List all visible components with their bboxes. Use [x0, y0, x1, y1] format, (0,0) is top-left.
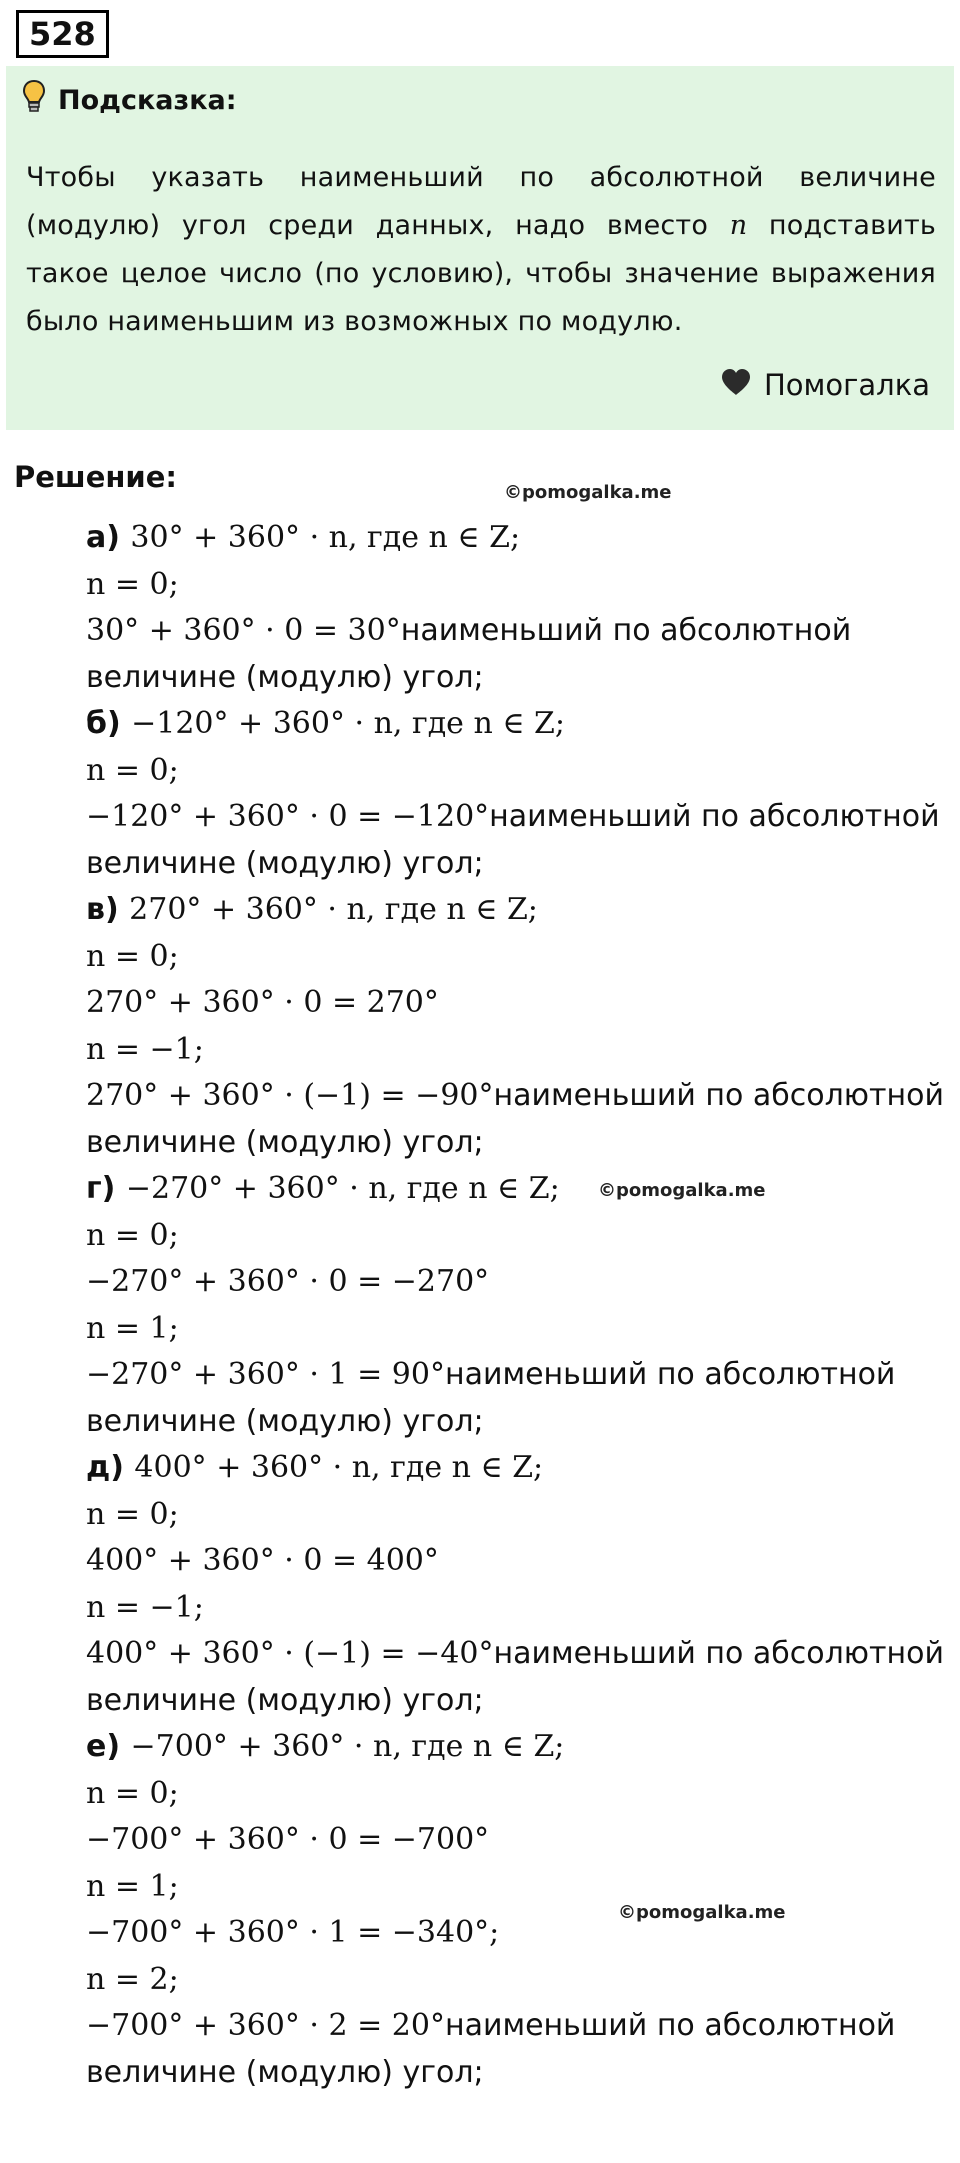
solution-line — [86, 2008, 895, 2043]
hint-header — [22, 80, 237, 120]
solution-line — [86, 2055, 484, 2090]
math-expression: n = 0; — [86, 1218, 179, 1253]
explanation-text: величине (модулю) угол; — [86, 1125, 484, 1160]
solution-line — [86, 1311, 179, 1346]
explanation-text: наименьший по абсолютной — [400, 613, 852, 648]
math-expression: −270° + 360° · 0 = −270° — [86, 1264, 490, 1299]
explanation-text: наименьший по абсолютной — [493, 1078, 944, 1113]
math-expression: 270° + 360° · 0 = 270° — [86, 985, 439, 1020]
hint-variable: n — [729, 210, 748, 241]
solution-line — [86, 1404, 484, 1439]
watermark: ©pomogalka.me — [598, 1180, 766, 1201]
item-label: е) — [86, 1729, 131, 1764]
math-expression: n = 0; — [86, 753, 179, 788]
solution-line — [86, 985, 439, 1020]
brand-link[interactable] — [720, 362, 930, 408]
brand-name: Помогалка — [764, 368, 930, 402]
math-expression: −700° + 360° · n, где n ∈ Z; — [130, 1729, 565, 1764]
solution-line — [86, 799, 940, 834]
watermark: ©pomogalka.me — [618, 1902, 786, 1923]
solution-line — [86, 1078, 944, 1113]
hint-text — [26, 154, 936, 346]
solution-line — [86, 1171, 560, 1206]
hint-title: Подсказка: — [58, 84, 237, 116]
solution-line — [86, 1125, 484, 1160]
math-expression: n = 0; — [86, 939, 179, 974]
math-expression: 270° + 360° · n, где n ∈ Z; — [129, 892, 538, 927]
explanation-text: величине (модулю) угол; — [86, 846, 484, 881]
math-expression: n = −1; — [86, 1590, 204, 1625]
lightbulb-icon — [22, 79, 46, 122]
item-label: а) — [86, 520, 131, 555]
math-expression: n = 0; — [86, 1497, 179, 1532]
math-expression: n = 1; — [86, 1869, 179, 1904]
solution-line — [86, 1218, 179, 1253]
solution-line — [86, 1822, 489, 1857]
watermark: ©pomogalka.me — [504, 482, 672, 503]
solution-line — [86, 846, 484, 881]
solution-heading: Решение: — [14, 460, 178, 494]
solution-line — [86, 1450, 543, 1485]
explanation-text: величине (модулю) угол; — [86, 2055, 484, 2090]
math-expression: −270° + 360° · n, где n ∈ Z; — [125, 1171, 560, 1206]
solution-line — [86, 567, 179, 602]
explanation-text: наименьший по абсолютной — [444, 2008, 896, 2043]
solution-line — [86, 1032, 204, 1067]
solution-line — [86, 1264, 489, 1299]
math-expression: n = 1; — [86, 1311, 179, 1346]
math-expression: −120° + 360° · 0 = −120° — [86, 799, 490, 834]
hint-box — [6, 66, 954, 430]
solution-line — [86, 1683, 484, 1718]
solution-line — [86, 1776, 179, 1811]
math-expression: −700° + 360° · 1 = −340°; — [86, 1915, 500, 1950]
solution-line — [86, 1869, 179, 1904]
explanation-text: наименьший по абсолютной — [493, 1636, 944, 1671]
math-expression: n = 0; — [86, 1776, 179, 1811]
solution-line — [86, 753, 179, 788]
math-expression: −700° + 360° · 0 = −700° — [86, 1822, 490, 1857]
math-expression: 30° + 360° · n, где n ∈ Z; — [130, 520, 521, 555]
math-expression: n = 2; — [86, 1962, 179, 1997]
math-expression: 400° + 360° · 0 = 400° — [86, 1543, 439, 1578]
solution-line — [86, 613, 851, 648]
solution-line — [86, 660, 484, 695]
item-label: г) — [86, 1171, 126, 1206]
explanation-text: величине (модулю) угол; — [86, 1404, 484, 1439]
solution-line — [86, 939, 179, 974]
item-label: б) — [86, 706, 132, 741]
explanation-text: наименьший по абсолютной — [489, 799, 940, 834]
solution-line — [86, 1590, 204, 1625]
math-expression: 30° + 360° · 0 = 30° — [86, 613, 401, 648]
solution-line — [86, 892, 538, 927]
solution-line — [86, 1729, 564, 1764]
explanation-text: величине (модулю) угол; — [86, 1683, 484, 1718]
solution-line — [86, 1357, 895, 1392]
explanation-text: наименьший по абсолютной — [444, 1357, 896, 1392]
solution-line — [86, 706, 565, 741]
math-expression: 400° + 360° · (−1) = −40° — [86, 1636, 494, 1671]
math-expression: 270° + 360° · (−1) = −90° — [86, 1078, 494, 1113]
heart-icon — [720, 368, 752, 403]
solution-line — [86, 520, 520, 555]
solution-line — [86, 1915, 499, 1950]
solution-line — [86, 1543, 439, 1578]
math-expression: −270° + 360° · 1 = 90° — [86, 1357, 445, 1392]
math-expression: −700° + 360° · 2 = 20° — [86, 2008, 445, 2043]
hint-text-part1: Чтобы указать наименьший по абсолютной величине (модулю) угол среди данных, надо вместо — [26, 162, 936, 241]
math-expression: −120° + 360° · n, где n ∈ Z; — [131, 706, 566, 741]
explanation-text: величине (модулю) угол; — [86, 660, 484, 695]
solution-line — [86, 1497, 179, 1532]
solution-line — [86, 1962, 179, 1997]
math-expression: n = −1; — [86, 1032, 204, 1067]
math-expression: n = 0; — [86, 567, 179, 602]
item-label: в) — [86, 892, 130, 927]
math-expression: 400° + 360° · n, где n ∈ Z; — [134, 1450, 544, 1485]
solution-line — [86, 1636, 944, 1671]
hint-text-part2: подставить такое целое число (по условию), чтобы значение выражения было наименьшим из возможных по модулю. — [26, 210, 936, 337]
task-number: 528 — [16, 10, 109, 58]
item-label: д) — [86, 1450, 135, 1485]
